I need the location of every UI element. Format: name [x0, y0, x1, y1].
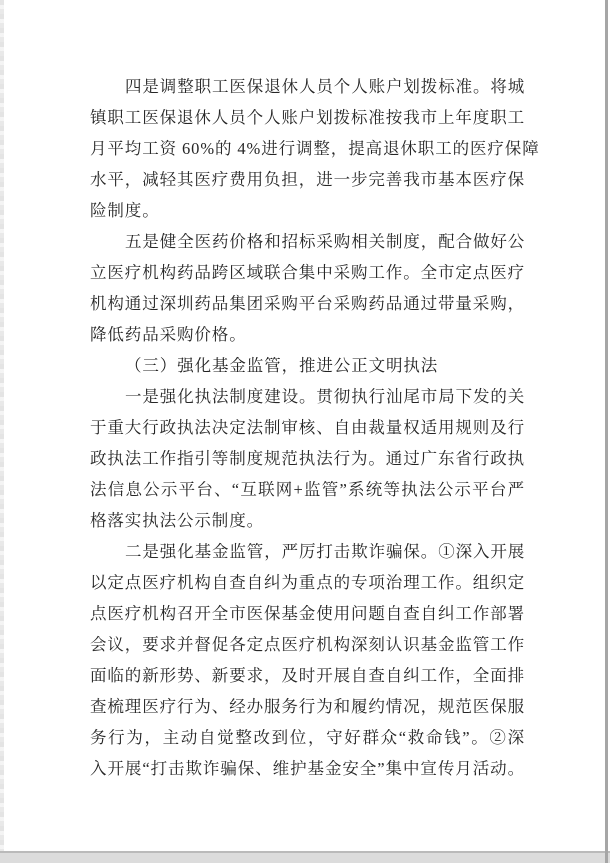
scan-bottom-edge-shadow: [0, 851, 610, 863]
document-body: [90, 71, 540, 784]
text-line: 机构通过深圳药品集团采购平台采购药品通过带量采购，: [90, 294, 525, 313]
paragraph-drug-pricing-procurement: [90, 226, 525, 350]
text-line: 政执法工作指引等制度规范执法行为。通过广东省行政执: [90, 449, 525, 468]
text-line: 镇职工医保退休人员个人账户划拨标准按我市上年度职工: [90, 108, 525, 127]
text-line: 于重大行政执法决定法制审核、自由裁量权适用规则及行: [90, 418, 525, 437]
text-line: 水平，减轻其医疗费用负担，进一步完善我市基本医疗保: [90, 170, 525, 189]
scan-left-edge-artifact: [0, 0, 4, 863]
section-heading-fund-supervision: [90, 350, 525, 381]
text-line: 查梳理医疗行为、经办服务行为和履约情况，规范医保服: [90, 697, 525, 716]
text-line: 一是强化执法制度建设。贯彻执行汕尾市局下发的关: [125, 387, 526, 406]
text-line: 会议，要求并督促各定点医疗机构深刻认识基金监管工作: [90, 635, 525, 654]
text-line: 五是健全医药价格和招标采购相关制度，配合做好公: [125, 232, 526, 251]
text-line: 险制度。: [90, 201, 160, 220]
text-line: 入开展“打击欺诈骗保、维护基金安全”集中宣传月活动。: [90, 759, 525, 778]
paragraph-law-enforcement-system: [90, 381, 525, 536]
text-line: 二是强化基金监管，严厉打击欺诈骗保。①深入开展: [125, 542, 526, 561]
text-line: 以定点医疗机构自查自纠为重点的专项治理工作。组织定: [90, 573, 525, 592]
text-line: 面临的新形势、新要求，及时开展自查自纠工作，全面排: [90, 666, 525, 685]
paragraph-retiree-account-standard: [90, 71, 540, 226]
paragraph-anti-fraud-supervision: [90, 536, 525, 784]
text-line: 四是调整职工医保退休人员个人账户划拨标准。将城: [125, 77, 526, 96]
text-line: 法信息公示平台、“互联网+监管”系统等执法公示平台严: [90, 480, 525, 499]
scan-right-edge-line: [605, 0, 608, 863]
text-line: 降低药品采购价格。: [90, 325, 247, 344]
text-line: 格落实执法公示制度。: [90, 511, 264, 530]
text-line: 月平均工资 60%的 4%进行调整，提高退休职工的医疗保障: [90, 139, 540, 158]
text-line: 点医疗机构召开全市医保基金使用问题自查自纠工作部署: [90, 604, 525, 623]
text-line: 务行为，主动自觉整改到位，守好群众“救命钱”。②深: [90, 728, 525, 747]
section-heading-text: （三）强化基金监管，推进公正文明执法: [125, 356, 439, 375]
text-line: 立医疗机构药品跨区域联合集中采购工作。全市定点医疗: [90, 263, 525, 282]
